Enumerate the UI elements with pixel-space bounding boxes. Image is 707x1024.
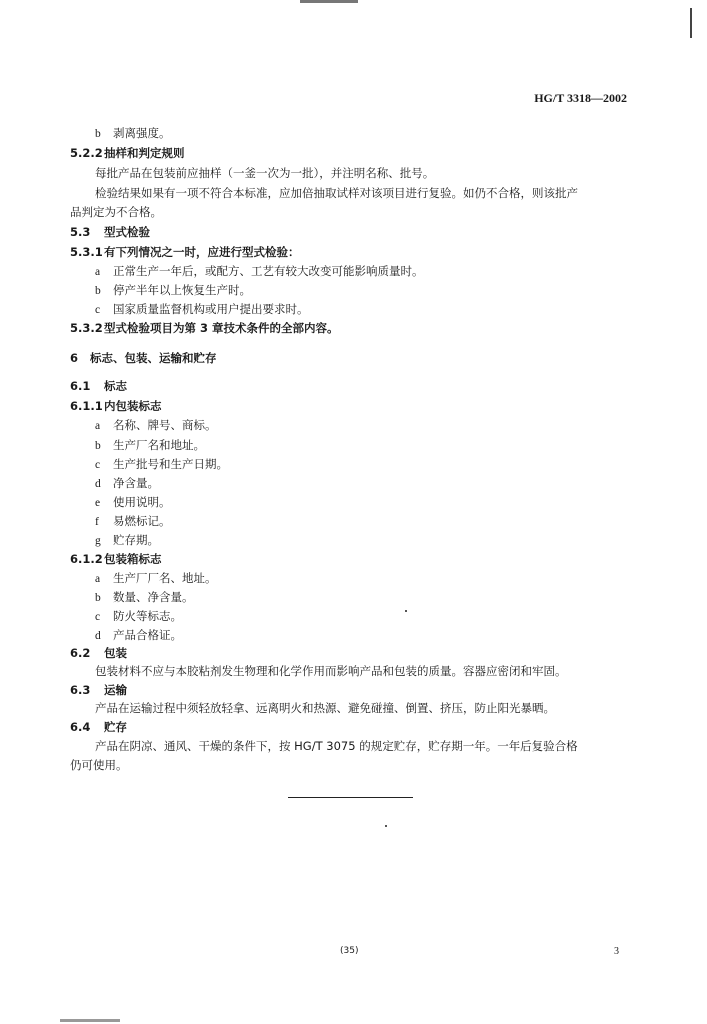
list-letter: a <box>95 266 101 278</box>
section-number: 5.3 <box>70 225 91 239</box>
list-letter: f <box>95 516 99 528</box>
chapter-title: 标志、包装、运输和贮存 <box>90 351 217 365</box>
section-title: 标志 <box>104 379 127 393</box>
section-title: 抽样和判定规则 <box>104 146 185 160</box>
section-number: 6.1.1 <box>70 399 103 413</box>
list-item <box>95 590 194 605</box>
list-text: 国家质量监督机构或用户提出要求时。 <box>113 302 309 316</box>
list-item <box>95 571 217 586</box>
list-letter: a <box>95 420 101 432</box>
paragraph-line: 每批产品在包装前应抽样（一釜一次为一批），并注明名称、批号。 <box>95 166 435 180</box>
list-item <box>95 628 182 643</box>
standard-code: HG/T 3318—2002 <box>534 91 627 105</box>
list-text: 易燃标记。 <box>113 514 171 528</box>
list-item <box>95 514 171 529</box>
section-heading <box>70 552 162 566</box>
list-item <box>95 302 309 317</box>
section-heading <box>70 399 162 413</box>
page-number: 3 <box>614 946 619 957</box>
section-number: 6.2 <box>70 646 91 660</box>
paragraph-line: 品判定为不合格。 <box>70 205 162 219</box>
section-number: 6.4 <box>70 720 91 734</box>
section-heading <box>70 245 300 259</box>
list-item <box>95 264 424 279</box>
list-letter: b <box>95 285 101 297</box>
list-item <box>95 126 171 141</box>
section-title: 型式检验项目为第 3 章技术条件的全部内容。 <box>104 321 339 335</box>
chapter-number: 6 <box>70 351 79 365</box>
list-text: 生产厂名和地址。 <box>113 438 205 452</box>
list-item <box>95 283 251 298</box>
list-text: 名称、牌号、商标。 <box>113 418 217 432</box>
list-text: 使用说明。 <box>113 495 171 509</box>
section-heading <box>70 720 127 734</box>
section-number: 5.3.2 <box>70 321 103 335</box>
section-heading <box>70 225 150 239</box>
list-item <box>95 609 182 624</box>
footer-sequence: (35) <box>340 946 359 956</box>
list-letter: a <box>95 573 101 585</box>
paragraph-line: 产品在运输过程中须轻放轻拿、远离明火和热源、避免碰撞、倒置、挤压，防止阳光暴晒。 <box>95 701 555 715</box>
section-heading <box>70 146 185 160</box>
section-heading <box>70 646 127 660</box>
list-item <box>95 533 159 548</box>
section-title: 包装 <box>104 646 127 660</box>
section-title: 型式检验 <box>104 225 150 239</box>
list-text: 生产批号和生产日期。 <box>113 457 228 471</box>
list-item <box>95 495 171 510</box>
section-title: 内包装标志 <box>104 399 162 413</box>
section-title: 包装箱标志 <box>104 552 162 566</box>
list-letter: g <box>95 535 101 547</box>
list-letter: c <box>95 611 101 623</box>
scan-speck <box>405 610 407 612</box>
list-text: 剥离强度。 <box>113 126 171 140</box>
list-text: 停产半年以上恢复生产时。 <box>113 283 251 297</box>
list-letter: d <box>95 478 101 490</box>
list-letter: b <box>95 440 101 452</box>
section-title: 有下列情况之一时，应进行型式检验： <box>104 245 300 259</box>
section-heading <box>70 321 339 335</box>
scan-artifact-bottom <box>60 1019 120 1022</box>
list-letter: c <box>95 459 101 471</box>
paragraph-line: 检验结果如果有一项不符合本标准，应加倍抽取试样对该项目进行复验。如仍不合格，则该批产 <box>95 186 578 200</box>
section-title: 贮存 <box>104 720 127 734</box>
list-item <box>95 457 228 472</box>
list-letter: b <box>95 592 101 604</box>
list-letter: d <box>95 630 101 642</box>
list-text: 产品合格证。 <box>113 628 182 642</box>
section-number: 6.1 <box>70 379 91 393</box>
scan-artifact-top <box>300 0 358 3</box>
list-text: 贮存期。 <box>113 533 159 547</box>
list-text: 正常生产一年后，或配方、工艺有较大改变可能影响质量时。 <box>113 264 424 278</box>
paragraph-line: 产品在阴凉、通风、干燥的条件下，按 HG/T 3075 的规定贮存，贮存期一年。一年后复验合格 <box>95 739 578 753</box>
list-item <box>95 476 159 491</box>
scan-artifact-right <box>690 8 692 38</box>
list-item <box>95 438 205 453</box>
paragraph-line: 仍可使用。 <box>70 758 128 772</box>
section-heading <box>70 379 127 393</box>
section-number: 5.3.1 <box>70 245 103 259</box>
list-letter: c <box>95 304 101 316</box>
section-title: 运输 <box>104 683 127 697</box>
list-text: 防火等标志。 <box>113 609 182 623</box>
list-letter: e <box>95 497 101 509</box>
list-text: 数量、净含量。 <box>113 590 194 604</box>
chapter-heading <box>70 351 217 365</box>
list-item <box>95 418 217 433</box>
section-number: 6.1.2 <box>70 552 103 566</box>
section-number: 6.3 <box>70 683 91 697</box>
section-number: 5.2.2 <box>70 146 103 160</box>
paragraph-line: 包装材料不应与本胶粘剂发生物理和化学作用而影响产品和包装的质量。容器应密闭和牢固。 <box>95 664 567 678</box>
end-rule <box>288 797 413 798</box>
list-letter: b <box>95 128 101 140</box>
list-text: 生产厂厂名、地址。 <box>113 571 217 585</box>
list-text: 净含量。 <box>113 476 159 490</box>
scan-speck <box>385 825 387 827</box>
section-heading <box>70 683 127 697</box>
